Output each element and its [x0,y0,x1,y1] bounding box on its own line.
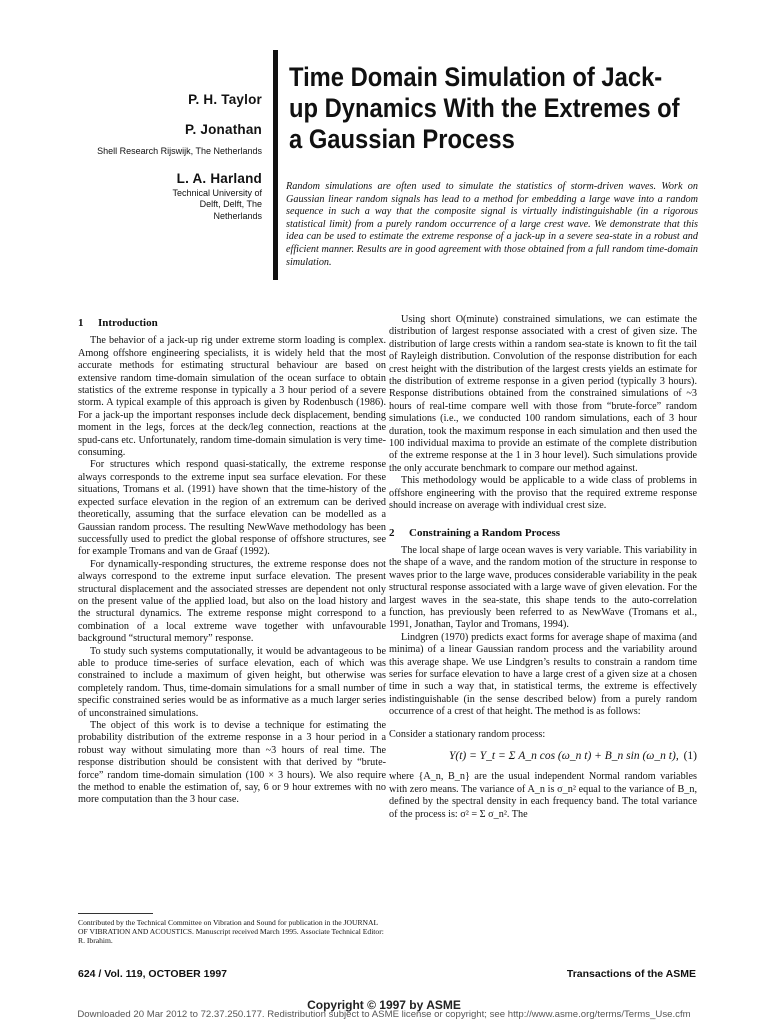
section-heading [389,527,697,539]
author-block [40,92,262,222]
section-title: Constraining a Random Process [409,526,561,539]
author-name: P. Jonathan [185,122,262,137]
title-rule [273,50,278,280]
section-number: 2 [389,526,395,539]
equation-1 [389,750,697,762]
paragraph: Consider a stationary random process: [389,728,546,740]
author-name: P. H. Taylor [188,92,262,107]
copyright-notice: Copyright © 1997 by ASME [307,998,461,1012]
paragraph: This methodology would be applicable to a wide class of problems in offshore engineering with the proviso that the required extreme response should increase on average with individual crest size. [389,475,697,512]
author-name: L. A. Harland [176,170,262,186]
paper-title: Time Domain Simulation of Jack-up Dynamics With the Extremes of a Gaussian Process [289,62,680,154]
paragraph: For structures which respond quasi-statically, the extreme response always corresponds to the extreme input sea surface elevation. For these situations, Tromans et al. (1991) have shown that the time-history of the expected surface elevation in the region of an extremum can be derived theoretically, assuming that the surface elevation can be modelled as a Gaussian random process. The resulting NewWave methodology has been successfully used to predict the global response of offshore structures, see for example Tromans and van de Graaf (1992). [78,459,386,558]
paragraph: The behavior of a jack-up rig under extreme storm loading is complex. Among offshore engineering specialists, it is widely held that the most accurate methods for estimating structural behaviour are based on extensive random time-domain simulation of the ocean surface to obtain statistics of the extreme response in typically a 3 hour period of a severe storm. A typical example of this approach is given by Rodenbusch (1986). For a jack-up the important responses include deck displacement, bending moment in the legs, forces at the deck/leg connection, reactions at the spud-cans etc. Unfortunately, random time-domain simulation is very time-consuming. [78,335,386,459]
download-notice: Downloaded 20 Mar 2012 to 72.37.250.177. Redistribution subject to ASME license or copyright; see http://www.asme.org/terms/Terms_Use.cfm [77,1009,691,1020]
footnote [78,913,388,946]
column-left [78,317,386,807]
footnote-text: Contributed by the Technical Committee on Vibration and Sound for publication in the JOURNAL OF VIBRATION AND ACOUSTICS. Manuscript received March 1995. Associate Technical Editor: R. Ibrahim. [78,918,384,946]
paragraph: where {A_n, B_n} are the usual independent Normal random variables with zero means. The variance of A_n is σ_n² equal to the variance of B_n, defined by the spectral density in each frequency band. The total variance of the process is: σ² = Σ σ_n². The [389,771,697,820]
author-affiliation: Technical University of Delft, Delft, The Netherlands [172,187,262,221]
section-number: 1 [78,317,84,329]
page-folio: 624 / Vol. 119, OCTOBER 1997 [78,968,228,980]
journal-name: Transactions of the ASME [566,968,696,980]
equation-body: Y(t) = Y_t = Σ A_n cos (ω_n t) + B_n sin (ω_n t), [449,750,679,762]
section-title: Introduction [98,317,158,329]
section-heading [78,317,386,329]
paragraph: Lindgren (1970) predicts exact forms for average shape of maxima (and minima) of a linear Gaussian random process and the variability around this average shape. We use Lindgren’s results to constrain a random time series for surface elevation to have a large crest of a given size at a chosen time in such a way that, in statistical terms, the extreme is effectively indistinguishable (in the sense described below) from a purely random occurrence of a crest of that height. The method is as follows: [389,631,697,718]
paragraph: The object of this work is to devise a technique for estimating the probability distribution of the extreme response in a 3 hour period in a robust way without simulating more than ~3 hours of real time. The response distribution should be consistent with that derived by “brute-force” random time-domain simulation (100 × 3 hours). We also require the method to enable the estimation of, say, 6 or 9 hour extremes with no more computation than the 3 hour case. [78,720,386,806]
footnote-rule [78,913,153,914]
paragraph: The local shape of large ocean waves is very variable. This variability in the shape of a wave, and the random motion of the structure in response to waves prior to the large wave, produces considerable variability in the peak structural response associated with a large wave of given elevation. For the largest waves in the sea-state, this shape tends to the auto-correlation function, has previously been referred to as NewWave (Tromans et al., 1991, Jonathan, Taylor and Tromans, 1994). [389,544,697,631]
paragraph: Using short O(minute) constrained simulations, we can estimate the distribution of largest response associated with a crest of given size. The distribution of large crests within a random sea-state is known to fit the tail of Rayleigh distribution. Convolution of the response distribution for each crest height with the distribution of the largest crests yields an estimate for the distribution of extreme response in a given period (typically 3 hours). Response distributions obtained from the constrained simulations of ~3 hours of real-time compare well with those from “brute-force” random simulations (i.e., we conducted 100 random simulations, each of 3 hour duration, took the maximum response in each simulation and then used the 100 individual maxima to provide an estimate of the complete distribution of the extreme response at the 1 in 3 hour level). Such simulations provide the only accurate benchmark to compare our method against. [389,314,697,474]
equation-number: (1) [683,750,697,762]
author-affiliation: Shell Research Rijswijk, The Netherlands [97,146,262,156]
paragraph: For dynamically-responding structures, the extreme response does not always correspond to the extreme input surface elevation. The present structural displacement and the associated stresses are dependent not only on the present value of the applied load, but also on the load history and the structural dynamics. The extreme response might correspond to a combination of a local extreme wave together with unfavourable background “structural memory” response. [78,558,386,645]
paragraph: To study such systems computationally, it would be advantageous to be able to produce time-series of surface elevation, each of which was constrained to include a maximum of given height, but otherwise was completely random. Thus, time-domain simulations for a small number of specific constrained series would be as informative as a much larger series of unconstrained simulations. [78,645,386,719]
column-right [389,314,697,821]
abstract: Random simulations are often used to simulate the statistics of storm-driven waves. Work on Gaussian linear random signals has lead to a method for embedding a large wave into a random sequence in such a way that the composite signal is virtually indistinguishable (in a rigorous statistical limit) from a purely random occurrence of a large crest wave. We demonstrate that this idea can be used to estimate the extreme response of a jack-up in a severe sea-state in a robust and efficient manner. Results are in good agreement with those obtained from a full random time-domain simulation. [286,181,698,268]
